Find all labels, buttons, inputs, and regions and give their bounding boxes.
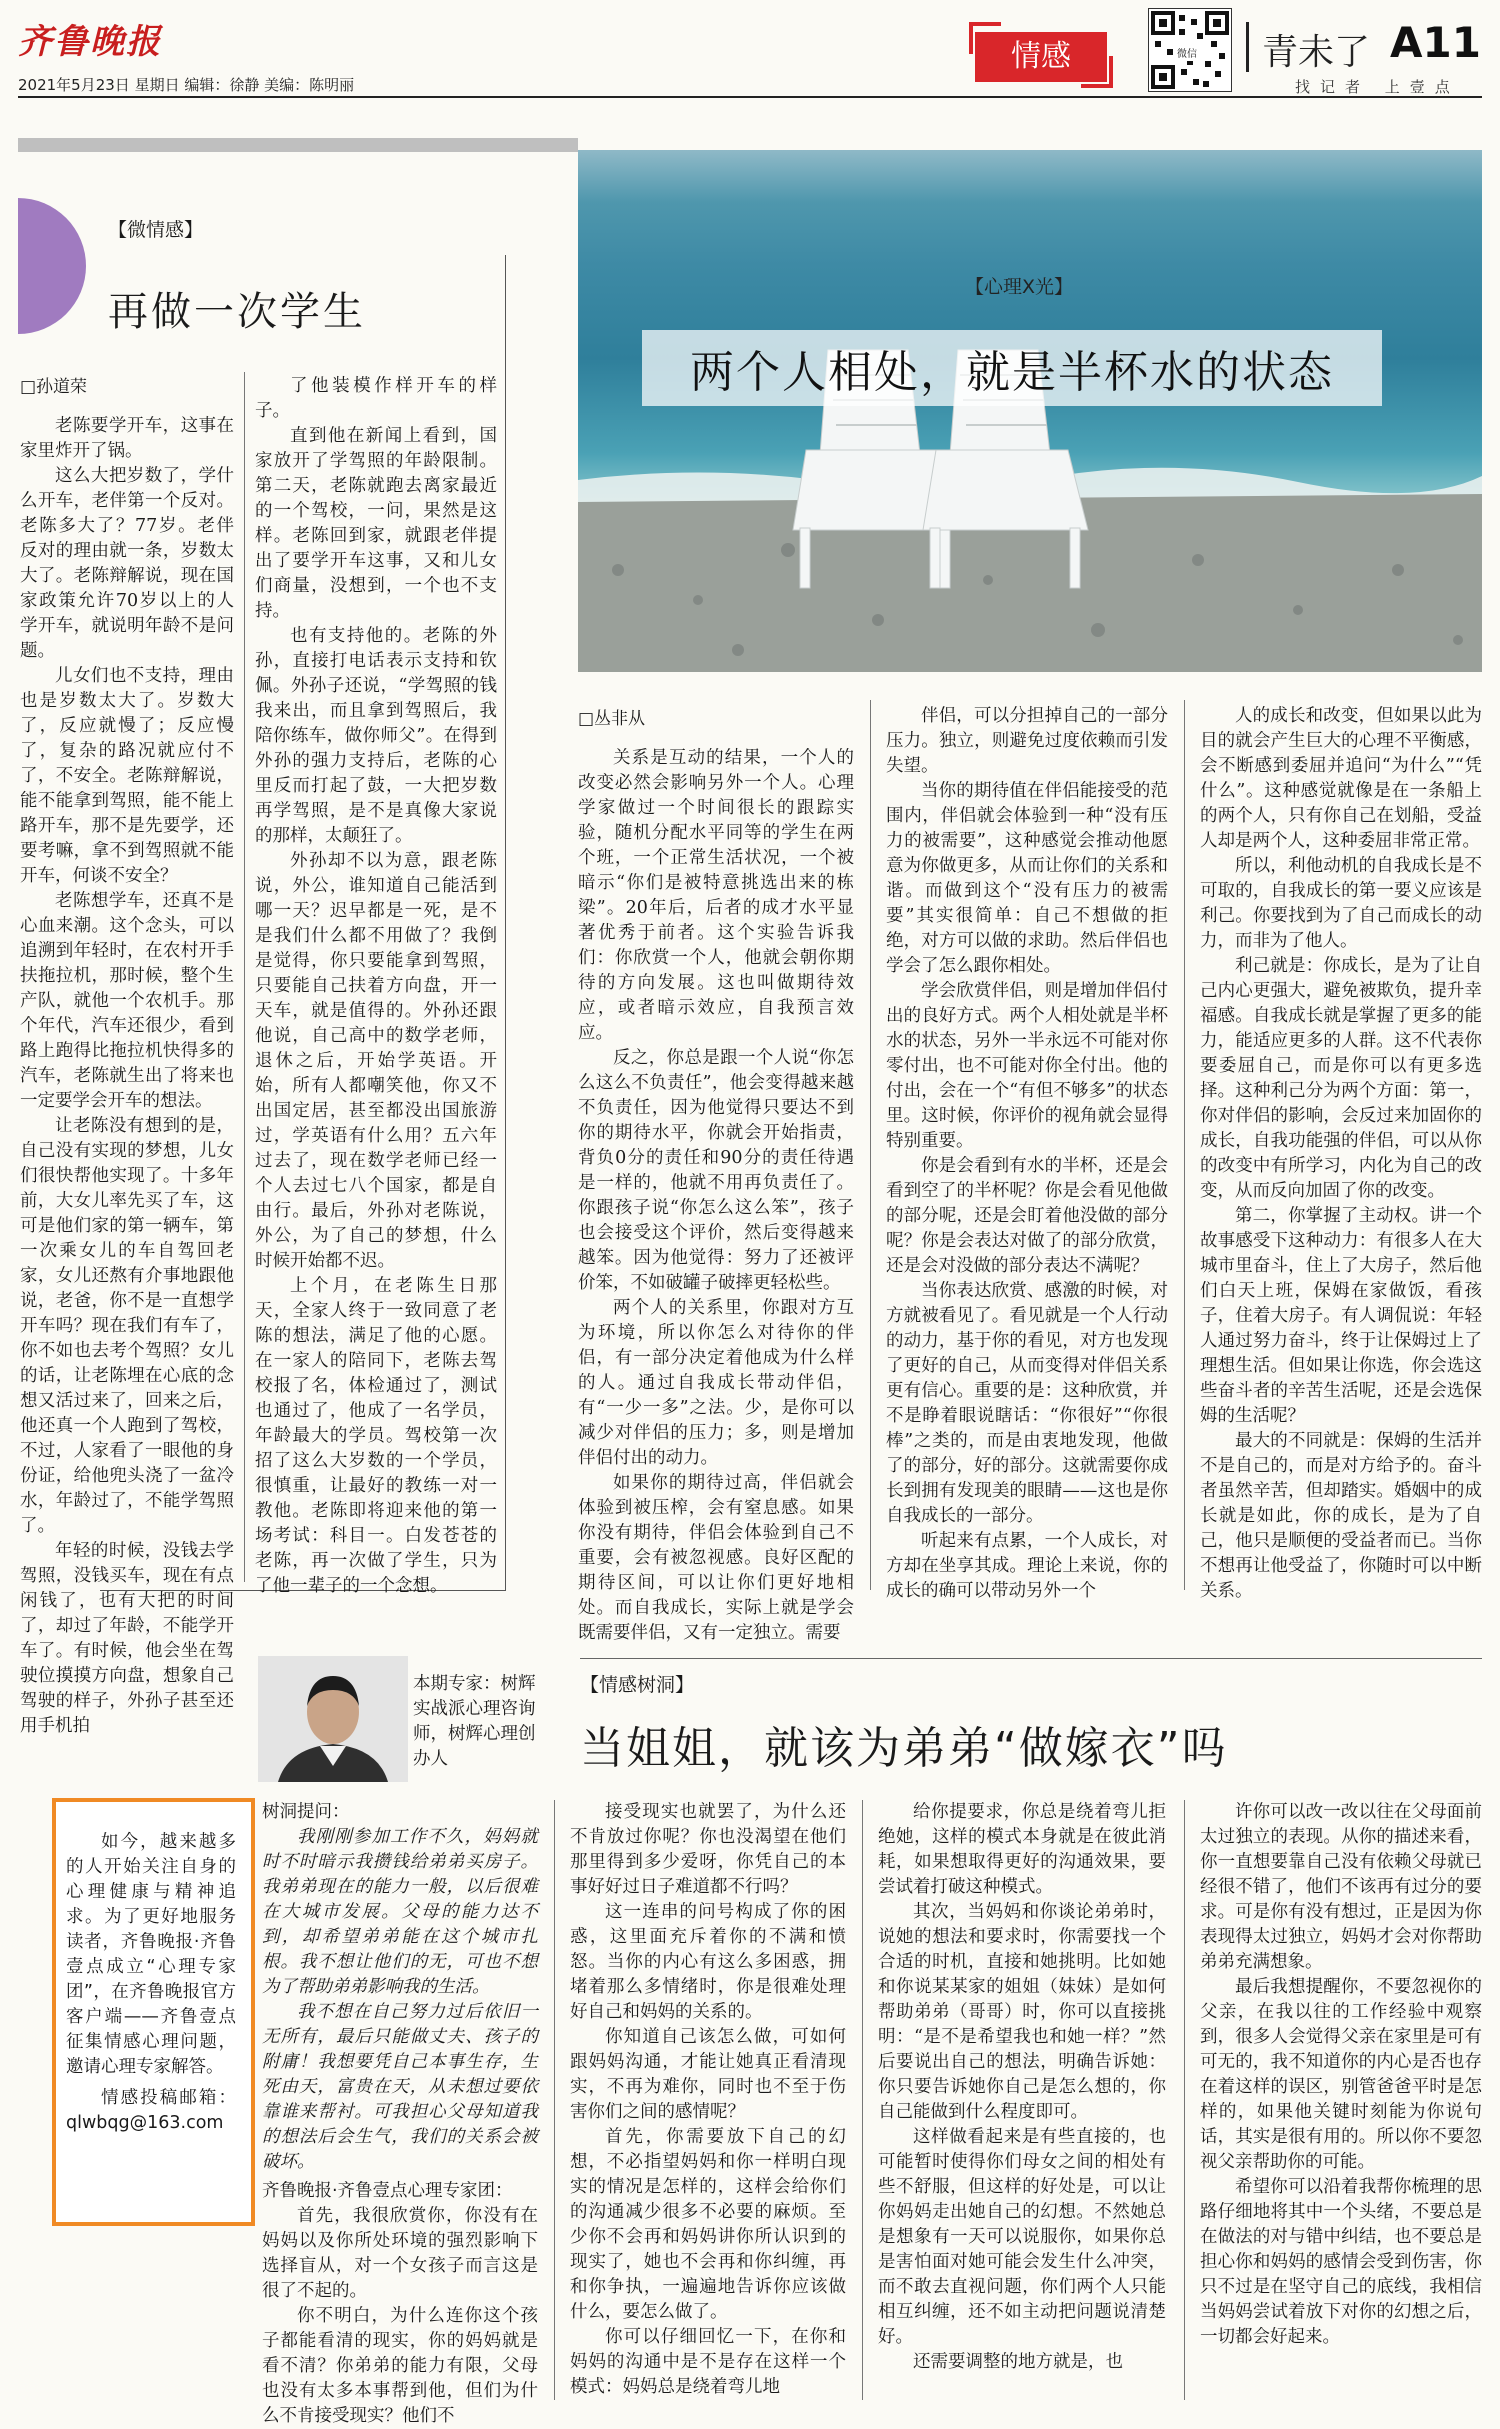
paragraph: 老陈想学车，还真不是心血来潮。这个念头，可以追溯到年轻时，在农村开手扶拖拉机，那时候，整个生产队，就他一个农机手。那个年代，汽车还很少，看到路上跑得比拖拉机快得多的汽车，老陈就生出了将来也一定要学会开车的想法。 bbox=[20, 891, 234, 1111]
question-heading: 树洞提问： bbox=[262, 1802, 350, 1822]
notice-text bbox=[66, 1830, 236, 2136]
article2-column-1 bbox=[578, 746, 854, 1643]
paragraph: 接受现实也就罢了，为什么还不肯放过你呢？你也没渴望在他们那里得到多少爱呀，你凭自己的本事好好过日子难道都不行吗？ bbox=[570, 1802, 846, 1897]
article1-tag: 【微情感】 bbox=[108, 219, 204, 241]
paragraph: 当你表达欣赏、感激的时候，对方就被看见了。看见就是一个人行动的动力，基于你的看见，对方也发现了更好的自己，从而变得对伴侣关系更有信心。重要的是：这种欣赏，并不是睁着眼说瞎话：“你很好”“你很棒”之类的，而是由衷地发现，他做了的部分，好的部分。这就需要你成长到拥有发现美的眼睛——这也是你自我成长的一部分。 bbox=[886, 1281, 1168, 1526]
column-divider bbox=[554, 1800, 555, 2400]
paragraph: 所以，利他动机的自我成长是不可取的，自我成长的第一要义应该是利己。你要找到为了自己而成长的动力，而非为了他人。 bbox=[1200, 856, 1482, 951]
column-divider bbox=[244, 372, 245, 1582]
column-divider bbox=[870, 700, 871, 1590]
paragraph: 两个人的关系里，你跟对方互为环境，所以你怎么对待你的伴侣，有一部分决定着他成为什么样的人。通过自我成长带动伴侣，有“一少一多”之法。少，是你可以减少对伴侣的压力；多，则是增加伴侣付出的动力。 bbox=[578, 1298, 854, 1468]
column-divider bbox=[1184, 700, 1185, 1590]
qr-label: 微信 bbox=[1175, 44, 1199, 61]
answer-heading: 齐鲁晚报·齐鲁壹点心理专家团： bbox=[262, 2181, 513, 2201]
paragraph: 这一连串的问号构成了你的困惑，这里面充斥着你的不满和愤怒。当你的内心有这么多困惑，拥堵着那么多情绪时，你是很难处理好自己和妈妈的关系的。 bbox=[570, 1902, 846, 2022]
article3-column-3 bbox=[878, 1800, 1166, 2400]
paragraph: 你不明白，为什么连你这个孩子都能看清的现实，你的妈妈就是看不清？你弟弟的能力有限，父母也没有太多本事帮到他，但们为什么不肯接受现实？他们不 bbox=[262, 2306, 538, 2426]
paragraph: 利己就是：你成长，是为了让自己内心更强大，避免被欺负，提升幸福感。自我成长就是掌握了更多的能力，能适应更多的人群。这不代表你要委屈自己，而是你可以有更多选择。这种利己分为两个方面：第一，你对伴侣的影响，会反过来加固你的成长，自我功能强的伴侣，可以从你的改变中有所学习，内化为自己的改变，从而反向加固了你的改变。 bbox=[1200, 956, 1482, 1201]
article2-tag: 【心理X光】 bbox=[965, 276, 1074, 298]
paragraph: 这样做看起来是有些直接的，也可能暂时使得你们母女之间的相处有些不舒服，但这样的好处是，可以让你妈妈走出她自己的幻想。不然她总是想象有一天可以说服你，如果你总是害怕面对她可能会发生什么冲突，而不敢去直视问题，你们两个人只能相互纠缠，还不如主动把问题说清楚好。 bbox=[878, 2127, 1166, 2347]
paragraph: 当你的期待值在伴侣能接受的范围内，伴侣就会体验到一种“没有压力的被需要”，这种感觉会推动他愿意为你做更多，从而让你们的关系和谐。而做到这个“没有压力的被需要”其实很简单：自己不想做的拒绝，对方可以做的求助。然后伴侣也学会了怎么跟你相处。 bbox=[886, 781, 1168, 976]
article3-column-1 bbox=[262, 1800, 538, 2426]
article1-column-2 bbox=[255, 374, 497, 1596]
top-band bbox=[18, 138, 578, 152]
paragraph: 第二，你掌握了主动权。讲一个故事感受下这种动力：有很多人在大城市里奋斗，住上了大房子，然后他们白天上班，保姆在家做饭，看孩子，住着大房子。有人调侃说：年轻人通过努力奋斗，终于让保姆过上了理想生活。但如果让你选，你会选这些奋斗者的辛苦生活呢，还是会选保姆的生活呢？ bbox=[1200, 1206, 1482, 1426]
question-paragraph: 我刚刚参加工作不久，妈妈就时不时暗示我攒钱给弟弟买房子。我弟弟现在的能力一般，以后很难在大城市发展。父母的能力达不到，却希望弟弟能在这个城市扎根。我不想让他们的无，可也不想为了帮助弟弟影响我的生活。 bbox=[262, 1827, 538, 1997]
paragraph: 儿女们也不支持，理由也是岁数太大了。岁数大了，反应就慢了；反应慢了，复杂的路况就应付不了，不安全。老陈辩解说，能不能拿到驾照，能不能上路开车，那不是先要学，还要考嘛，拿不到驾照就不能开车，何谈不安全？ bbox=[20, 666, 234, 886]
date-line: 2021年5月23日 星期日 编辑：徐静 美编：陈明丽 bbox=[18, 76, 355, 94]
paragraph: 上个月，在老陈生日那天，全家人终于一致同意了老陈的想法，满足了他的心愿。在一家人的陪同下，老陈去驾校报了名，体检通过了，测试也通过了，他成了一名学员，年龄最大的学员。驾校第一次招了这么大岁数的一个学员，很慎重，让最好的教练一对一教他。老陈即将迎来他的第一场考试：科目一。白发苍苍的老陈，再一次做了学生，只为了他一辈子的一个念想。 bbox=[255, 1276, 497, 1596]
paragraph: 最后我想提醒你，不要忽视你的父亲，在我以往的工作经验中观察到，很多人会觉得父亲在家里是可有可无的，我不知道你的内心是否也存在着这样的误区，别管爸爸平时是怎样的，如果他关键时刻能为你说句话，其实是很有用的。所以你不要忽视父亲帮助你的可能。 bbox=[1200, 1977, 1482, 2172]
notice-paragraph: 如今，越来越多的人开始关注自身的心理健康与精神追求。为了更好地服务读者，齐鲁晚报·齐鲁壹点成立“心理专家团”，在齐鲁晚报官方客户端——齐鲁壹点征集情感心理问题，邀请心理专家解答。 bbox=[66, 1832, 236, 2077]
section-tab-label: 情感 bbox=[975, 32, 1107, 82]
paragraph: 首先，你需要放下自己的幻想，不必指望妈妈和你一样明白现实的情况是怎样的，这样会给你们的沟通减少很多不必要的麻烦。至少你不会再和妈妈讲你所认识到的现实了，她也不会再和你纠缠，再和你争执，一遍遍地告诉你应该做什么，要怎么做了。 bbox=[570, 2127, 846, 2322]
paragraph: 伴侣，可以分担掉自己的一部分压力。独立，则避免过度依赖而引发失望。 bbox=[886, 706, 1168, 776]
paragraph: 反之，你总是跟一个人说“你怎么这么不负责任”，他会变得越来越不负责任，因为他觉得只要达不到你的期待水平，你就会开始指责，背负0分的责任和90分的责任待遇是一样的，他就不用再负责任了。你跟孩子说“你怎么这么笨”，孩子也会接受这个评价，然后变得越来越笨。因为他觉得：努力了还被评价笨，不如破罐子破摔更轻松些。 bbox=[578, 1048, 854, 1293]
header-slogan: 找记者 上壹点 bbox=[1295, 78, 1460, 96]
paragraph: 这么大把岁数了，学什么开车，老伴第一个反对。老陈多大了？77岁。老伴反对的理由就一条，岁数太大了。老陈辩解说，现在国家政策允许70岁以上的人学开车，就说明年龄不是问题。 bbox=[20, 466, 234, 661]
beach-chairs-photo bbox=[578, 150, 1482, 672]
column-divider bbox=[862, 1800, 863, 2400]
article2-column-2 bbox=[886, 704, 1168, 1601]
paragraph: 了他装模作样开车的样子。 bbox=[255, 376, 497, 421]
article1-title: 再做一次学生 bbox=[108, 289, 366, 335]
section-rule bbox=[580, 1658, 1482, 1659]
article1-author: □孙道荣 bbox=[20, 377, 88, 397]
paragraph: 给你提要求，你总是绕着弯儿拒绝她，这样的模式本身就是在彼此消耗，如果想取得更好的沟通效果，要尝试着打破这种模式。 bbox=[878, 1802, 1166, 1897]
expert-info: 本期专家：树辉 实战派心理咨询师，树辉心理创办人 bbox=[413, 1674, 536, 1769]
article3-tag: 【情感树洞】 bbox=[580, 1674, 695, 1696]
paragraph: 许你可以改一改以往在父母面前太过独立的表现。从你的描述来看，你一直想要靠自己没有依赖父母就已经很不错了，他们不该再有过分的要求。可是你有没有想过，正是因为你表现得太过独立，妈妈才会对你帮助弟弟充满想象。 bbox=[1200, 1802, 1482, 1972]
article3-column-4 bbox=[1200, 1800, 1482, 2400]
tab-corner-bottom-right bbox=[1081, 56, 1113, 88]
column-divider bbox=[1184, 1800, 1185, 2400]
paragraph: 希望你可以沿着我帮你梳理的思路仔细地将其中一个头绪，不要总是在做法的对与错中纠结，也不要总是担心你和妈妈的感情会受到伤害，你只不过是在坚守自己的底线，我相信当妈妈尝试着放下对你的幻想之后，一切都会好起来。 bbox=[1200, 2177, 1482, 2347]
paragraph: 你可以仔细回忆一下，在你和妈妈的沟通中是不是存在这样一个模式：妈妈总是绕着弯儿地 bbox=[570, 2327, 846, 2397]
page-number: A11 bbox=[1390, 18, 1481, 67]
paragraph: 直到他在新闻上看到，国家放开了学驾照的年龄限制。第二天，老陈就跑去离家最近的一个驾校，一问，果然是这样。老陈回到家，就跟老伴提出了要学开车这事，又和儿女们商量，没想到，一个也不支持。 bbox=[255, 426, 497, 621]
section-name: 青未了 bbox=[1262, 32, 1371, 73]
paragraph: 外孙却不以为意，跟老陈说，外公，谁知道自己能活到哪一天？迟早都是一死，是不是我们什么都不用做了？我倒是觉得，你只要能拿到驾照，只要能自己扶着方向盘，开一天车，就是值得的。外孙还跟他说，自己高中的数学老师，退休之后，开始学英语。开始，所有人都嘲笑他，你又不出国定居，甚至都没出国旅游过，学英语有什么用？五六年过去了，现在数学老师已经一个人去过七八个国家，都是自由行。最后，外孙对老陈说，外公，为了自己的梦想，什么时候开始都不迟。 bbox=[255, 851, 497, 1271]
paragraph: 最大的不同就是：保姆的生活并不是自己的，而是对方给予的。奋斗者虽然辛苦，但却踏实。婚姻中的成长就是如此，你的成长，是为了自己，他只是顺便的受益者而已。当你不想再让他受益了，你随时可以中断关系。 bbox=[1200, 1431, 1482, 1601]
paragraph: 关系是互动的结果，一个人的改变必然会影响另外一个人。心理学家做过一个时间很长的跟踪实验，随机分配水平同等的学生在两个班，一个正常生活状况，一个被暗示“你们是被特意挑选出来的栋梁”。20年后，后者的成才水平显著优秀于前者。这个实验告诉我们：你欣赏一个人，他就会朝你期待的方向发展。这也叫做期待效应，或者暗示效应，自我预言效应。 bbox=[578, 748, 854, 1043]
half-circle-decoration bbox=[18, 198, 86, 334]
newspaper-logo: 齐鲁晚报 bbox=[18, 22, 162, 62]
paragraph: 让老陈没有想到的是，自己没有实现的梦想，儿女们很快帮他实现了。十多年前，大女儿率先买了车，这可是他们家的第一辆车，第一次乘女儿的车自驾回老家，女儿还熬有介事地跟他说，老爸，你不是一直想学开车吗？现在我们有车了，你不如也去考个驾照？女儿的话，让老陈埋在心底的念想又活过来了，回来之后，他还真一个人跑到了驾校，不过，人家看了一眼他的身份证，给他兜头浇了一盆冷水，年龄过了，不能学驾照了。 bbox=[20, 1116, 234, 1536]
paragraph: 听起来有点累，一个人成长，对方却在坐享其成。理论上来说，你的成长的确可以带动另外一个 bbox=[886, 1531, 1168, 1601]
article2-column-3 bbox=[1200, 704, 1482, 1601]
article2-title: 两个人相处，就是半杯水的状态 bbox=[690, 347, 1334, 398]
article2-author: □丛非从 bbox=[578, 709, 646, 729]
paragraph: 你是会看到有水的半杯，还是会看到空了的半杯呢？你是会看见他做的部分呢，还是会盯着他没做的部分呢？你是会表达对做了的部分欣赏，还是会对没做的部分表达不满呢？ bbox=[886, 1156, 1168, 1276]
paragraph: 还需要调整的地方就是，也 bbox=[913, 2352, 1123, 2372]
section-tab bbox=[975, 20, 1107, 86]
paragraph: 你知道自己该怎么做，可如何跟妈妈沟通，才能让她真正看清现实，不再为难你，同时也不至于伤害你们之间的感情呢？ bbox=[570, 2027, 846, 2122]
notice-email: 情感投稿邮箱：qlwbqg@163.com bbox=[66, 2088, 236, 2133]
paragraph: 如果你的期待过高，伴侣就会体验到被压榨，会有窒息感。如果你没有期待，伴侣会体验到自己不重要，会有被忽视感。良好区配的期待区间，可以让你们更好地相处。而自我成长，实际上就是学会既需要伴侣，又有一定独立。需要 bbox=[578, 1473, 854, 1643]
paragraph: 首先，我很欣赏你，你没有在妈妈以及你所处环境的强烈影响下选择盲从，对一个女孩子而言这是很了不起的。 bbox=[262, 2206, 538, 2301]
newspaper-masthead bbox=[18, 14, 208, 64]
header-divider bbox=[1246, 22, 1249, 72]
paragraph: 年轻的时候，没钱去学驾照，没钱买车，现在有点闲钱了，也有大把的时间了，却过了年龄，不能学开车了。有时候，他会坐在驾驶位摸摸方向盘，想象自己驾驶的样子，外孙子甚至还用手机拍 bbox=[20, 1541, 234, 1736]
paragraph: 人的成长和改变，但如果以此为目的就会产生巨大的心理不平衡感，会不断感到委屈并追问“为什么”“凭什么”。这种感觉就像是在一条船上的两个人，只有你自己在划船，受益人却是两个人，这种委屈非常正常。 bbox=[1200, 706, 1482, 851]
expert-avatar bbox=[258, 1656, 408, 1782]
paragraph: 老陈要学开车，这事在家里炸开了锅。 bbox=[20, 416, 234, 461]
header-rule bbox=[18, 96, 1482, 98]
article1-column-1 bbox=[20, 414, 234, 1736]
paragraph: 其次，当妈妈和你谈论弟弟时，说她的想法和要求时，你需要找一个合适的时机，直接和她挑明。比如她和你说某某家的姐姐（妹妹）是如何帮助弟弟（哥哥）时，你可以直接挑明：“是不是希望我也和她一样？”然后要说出自己的想法，明确告诉她：你只要告诉她你自己是怎么想的，你自己能做到什么程度即可。 bbox=[878, 1902, 1166, 2122]
paragraph: 学会欣赏伴侣，则是增加伴侣付出的良好方式。两个人相处就是半杯水的状态，另外一半永远不可能对你零付出，也不可能对你全付出。他的付出，会在一个“有但不够多”的状态里。这时候，你评价的视角就会显得特别重要。 bbox=[886, 981, 1168, 1151]
article3-title: 当姐姐，就该为弟弟“做嫁衣”吗 bbox=[580, 1723, 1228, 1774]
question-paragraph: 我不想在自己努力过后依旧一无所有，最后只能做丈夫、孩子的附庸！我想要凭自己本事生存，生死由天，富贵在天，从未想过要依靠谁来帮衬。可我担心父母知道我的想法后会生气，我们的关系会被破坏。 bbox=[262, 2002, 538, 2172]
paragraph: 也有支持他的。老陈的外孙，直接打电话表示支持和钦佩。外孙子还说，“学驾照的钱我来出，而且拿到驾照后，我陪你练车，做你师父”。在得到外孙的强力支持后，老陈的心里反而打起了鼓，一大把岁数再学驾照，是不是真像大家说的那样，太颠狂了。 bbox=[255, 626, 497, 846]
article3-column-2 bbox=[570, 1800, 846, 2400]
